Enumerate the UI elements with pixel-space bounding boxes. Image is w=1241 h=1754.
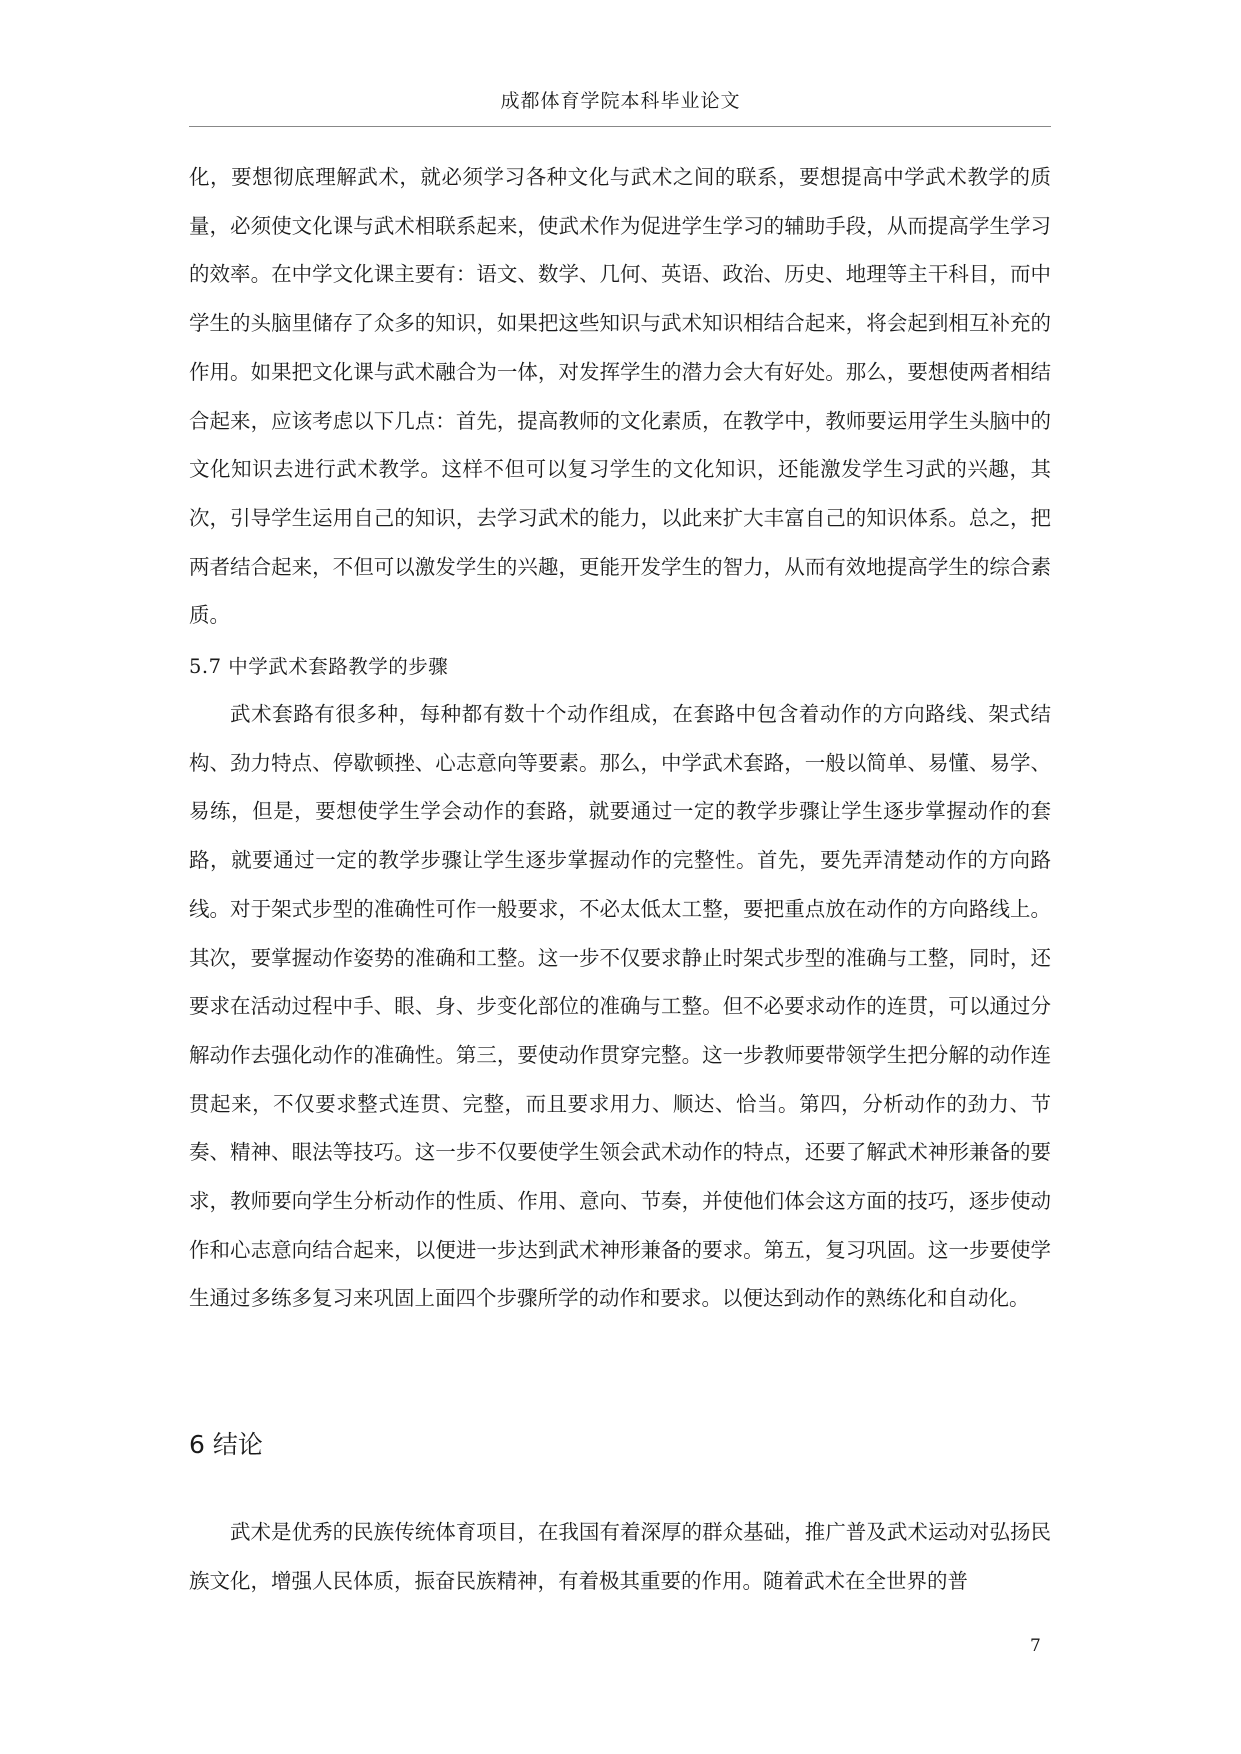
body-paragraph-3: 武术是优秀的民族传统体育项目，在我国有着深厚的群众基础，推广普及武术运动对弘扬民族文化，增强人民体质，振奋民族精神，有着极其重要的作用。随着武术在全世界的普 <box>189 1520 1051 1593</box>
section-heading: 6 结论 <box>189 1430 263 1459</box>
page-number: 7 <box>1030 1636 1041 1656</box>
subsection-heading: 5.7 中学武术套路教学的步骤 <box>189 655 449 678</box>
page-header: 成都体育学院本科毕业论文 <box>500 90 741 112</box>
body-paragraph-2: 武术套路有很多种，每种都有数十个动作组成，在套路中包含着动作的方向路线、架式结构、劲力特点、停歇顿挫、心志意向等要素。那么，中学武术套路，一般以简单、易懂、易学、易练，但是，要想使学生学会动作的套路，就要通过一定的教学步骤让学生逐步掌握动作的套路，就要通过一定的教学步骤让学生逐步掌握动作的完整性。首先，要先弄清楚动作的方向路线。对于架式步型的准确性可作一般要求，不必太低太工整，要把重点放在动作的方向路线上。其次，要掌握动作姿势的准确和工整。这一步不仅要求静止时架式步型的准确与工整，同时，还要求在活动过程中手、眼、身、步变化部位的准确与工整。但不必要求动作的连贯，可以通过分解动作去强化动作的准确性。第三，要使动作贯穿完整。这一步教师要带领学生把分解的动作连贯起来，不仅要求整式连贯、完整，而且要求用力、顺达、恰当。第四，分析动作的劲力、节奏、精神、眼法等技巧。这一步不仅要使学生领会武术动作的特点，还要了解武术神形兼备的要求，教师要向学生分析动作的性质、作用、意向、节奏，并使他们体会这方面的技巧，逐步使动作和心志意向结合起来，以便进一步达到武术神形兼备的要求。第五，复习巩固。这一步要使学生通过多练多复习来巩固上面四个步骤所学的动作和要求。以便达到动作的熟练化和自动化。 <box>189 702 1051 1311</box>
header-rule <box>189 126 1051 127</box>
body-paragraph-1: 化，要想彻底理解武术，就必须学习各种文化与武术之间的联系，要想提高中学武术教学的质量，必须使文化课与武术相联系起来，使武术作为促进学生学习的辅助手段，从而提高学生学习的效率。在中学文化课主要有：语文、数学、几何、英语、政治、历史、地理等主干科目，而中学生的头脑里储存了众多的知识，如果把这些知识与武术知识相结合起来，将会起到相互补充的作用。如果把文化课与武术融合为一体，对发挥学生的潜力会大有好处。那么，要想使两者相结合起来，应该考虑以下几点：首先，提高教师的文化素质，在教学中，教师要运用学生头脑中的文化知识去进行武术教学。这样不但可以复习学生的文化知识，还能激发学生习武的兴趣，其次，引导学生运用自己的知识，去学习武术的能力，以此来扩大丰富自己的知识体系。总之，把两者结合起来，不但可以激发学生的兴趣，更能开发学生的智力，从而有效地提高学生的综合素质。 <box>189 165 1051 628</box>
